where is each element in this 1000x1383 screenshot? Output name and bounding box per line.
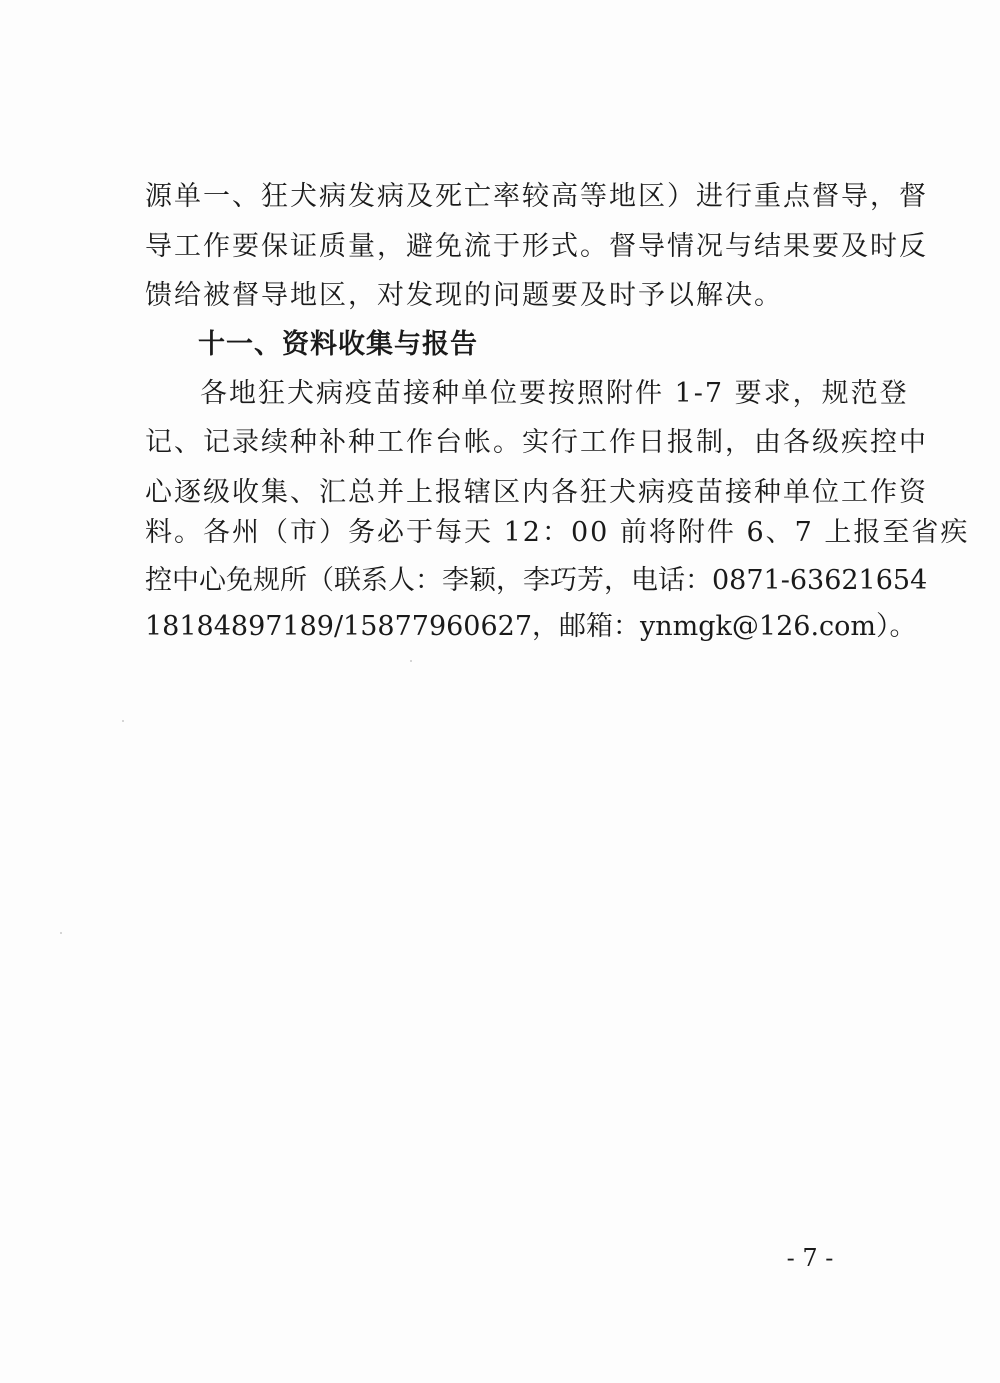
scan-speck xyxy=(410,660,412,662)
paragraph-line: 记、记录续种补种工作台帐。实行工作日报制，由各级疾控中 xyxy=(145,427,928,458)
page-number: - 7 - xyxy=(786,1244,834,1272)
paragraph-line: 18184897189/15877960627，邮箱：ynmgk@126.com）。 xyxy=(145,611,917,642)
section-heading: 十一、资料收集与报告 xyxy=(198,329,478,360)
paragraph-line: 馈给被督导地区，对发现的问题要及时予以解决。 xyxy=(145,280,783,311)
scan-speck xyxy=(60,932,62,934)
paragraph-line: 心逐级收集、汇总并上报辖区内各狂犬病疫苗接种单位工作资 xyxy=(145,477,928,508)
paragraph-line: 料。各州（市）务必于每天 12：00 前将附件 6、7 上报至省疾 xyxy=(145,517,970,548)
paragraph-line: 控中心免规所（联系人：李颖，李巧芳，电话：0871-63621654 xyxy=(145,565,928,596)
paragraph-line: 各地狂犬病疫苗接种单位要按照附件 1-7 要求，规范登 xyxy=(200,378,909,409)
scan-speck xyxy=(122,720,124,722)
paragraph-line: 源单一、狂犬病发病及死亡率较高等地区）进行重点督导，督 xyxy=(145,181,928,212)
paragraph-line: 导工作要保证质量，避免流于形式。督导情况与结果要及时反 xyxy=(145,231,928,262)
